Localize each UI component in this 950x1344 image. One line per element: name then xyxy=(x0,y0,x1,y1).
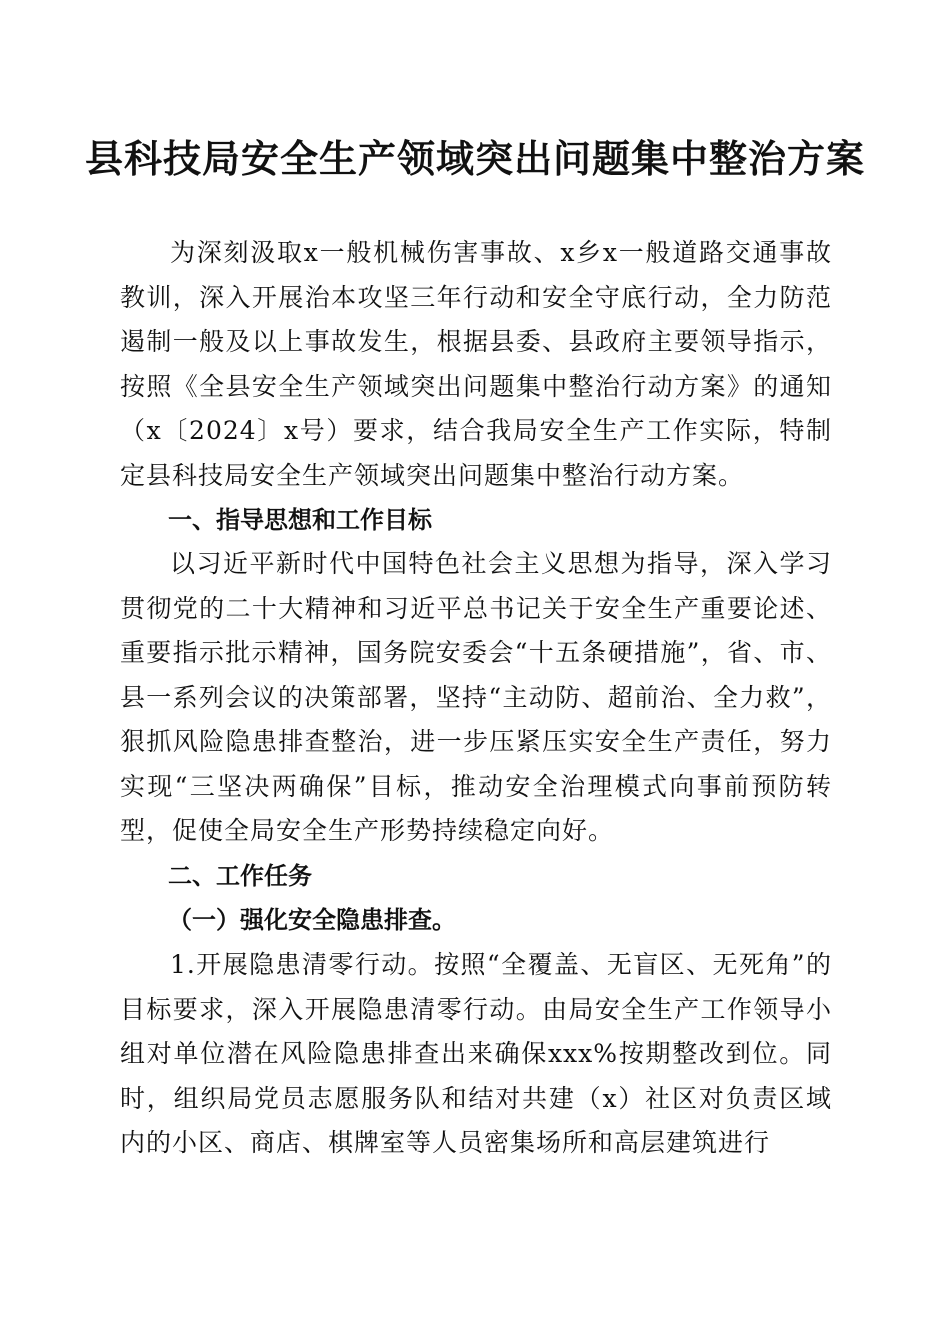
guiding-ideology-paragraph: 以习近平新时代中国特色社会主义思想为指导，深入学习贯彻党的二十大精神和习近平总书记关于安全生产重要论述、重要指示批示精神，国务院安委会“十五条硬措施”，省、市、县一系列会议的决策部署，坚持“主动防、超前治、全力救”，狠抓风险隐患排查整治，进一步压紧压实安全生产责任，努力实现“三坚决两确保”目标，推动安全治理模式向事前预防转型，促使全局安全生产形势持续稳定向好。 xyxy=(120,549,832,845)
document-title: 县科技局安全生产领域突出问题集中整治方案 xyxy=(84,136,865,181)
section-heading-guiding-ideology: 一、指导思想和工作目标 xyxy=(168,506,432,534)
subsection-heading-hazard-inspection: （一）强化安全隐患排查。 xyxy=(168,905,456,934)
hazard-clearance-paragraph: 1.开展隐患清零行动。按照“全覆盖、无盲区、无死角”的目标要求，深入开展隐患清零行动。由局安全生产工作领导小组对单位潜在风险隐患排查出来确保xxx%按期整改到位。同时，组织局党员志愿服务队和结对共建（x）社区对负责区域内的小区、商店、棋牌室等人员密集场所和高层建筑进行 xyxy=(120,950,832,1157)
section-heading-work-tasks: 二、工作任务 xyxy=(168,862,312,890)
intro-paragraph: 为深刻汲取x一般机械伤害事故、x乡x一般道路交通事故教训，深入开展治本攻坚三年行动和安全守底行动，全力防范遏制一般及以上事故发生，根据县委、县政府主要领导指示，按照《全县安全生产领域突出问题集中整治行动方案》的通知（x〔2024〕x号）要求，结合我局安全生产工作实际，特制定县科技局安全生产领域突出问题集中整治行动方案。 xyxy=(120,238,832,490)
